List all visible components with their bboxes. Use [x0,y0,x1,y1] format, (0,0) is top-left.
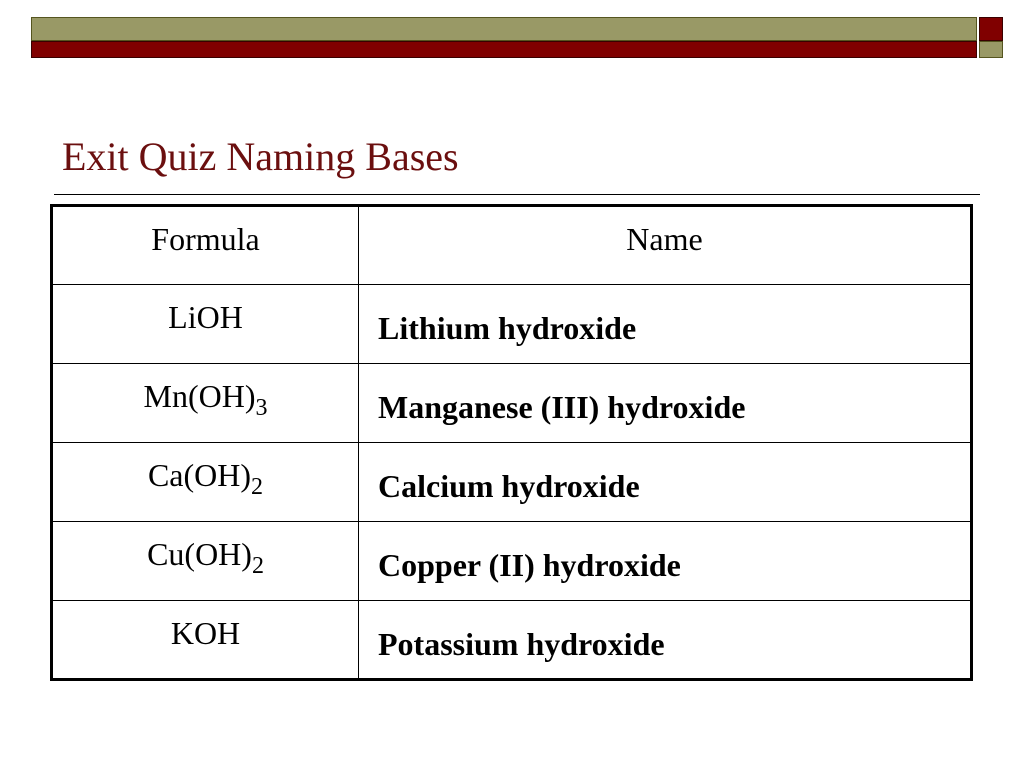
corner-square-maroon [979,17,1003,41]
formula-base: Ca(OH) [147,457,252,493]
table-header-row [52,206,972,285]
formula-subscript: 3 [255,395,268,421]
title-rule [54,194,980,195]
header-bar-maroon [31,41,977,58]
formula-base: LiOH [168,299,243,335]
formula-subscript: 2 [251,553,264,579]
formula-cell [52,522,359,601]
formula-cell [52,285,359,364]
slide-title: Exit Quiz Naming Bases [62,134,459,179]
table-row [52,364,972,443]
formula-cell [52,364,359,443]
formula-cell [52,443,359,522]
name-cell: Calcium hydroxide [359,443,972,522]
header-name: Name [359,206,972,285]
formula-base: Mn(OH) [143,378,256,414]
corner-square-olive [979,41,1003,58]
name-cell: Potassium hydroxide [359,601,972,680]
bases-table [50,204,973,681]
table-row [52,285,972,364]
table-row [52,443,972,522]
name-cell: Copper (II) hydroxide [359,522,972,601]
table-row [52,601,972,680]
header-bar-olive [31,17,977,41]
header-formula: Formula [52,206,359,285]
name-cell: Manganese (III) hydroxide [359,364,972,443]
formula-base: KOH [170,615,241,651]
formula-base: Cu(OH) [147,536,252,572]
formula-cell [52,601,359,680]
table-row [52,522,972,601]
name-cell: Lithium hydroxide [359,285,972,364]
formula-subscript: 2 [251,474,264,500]
